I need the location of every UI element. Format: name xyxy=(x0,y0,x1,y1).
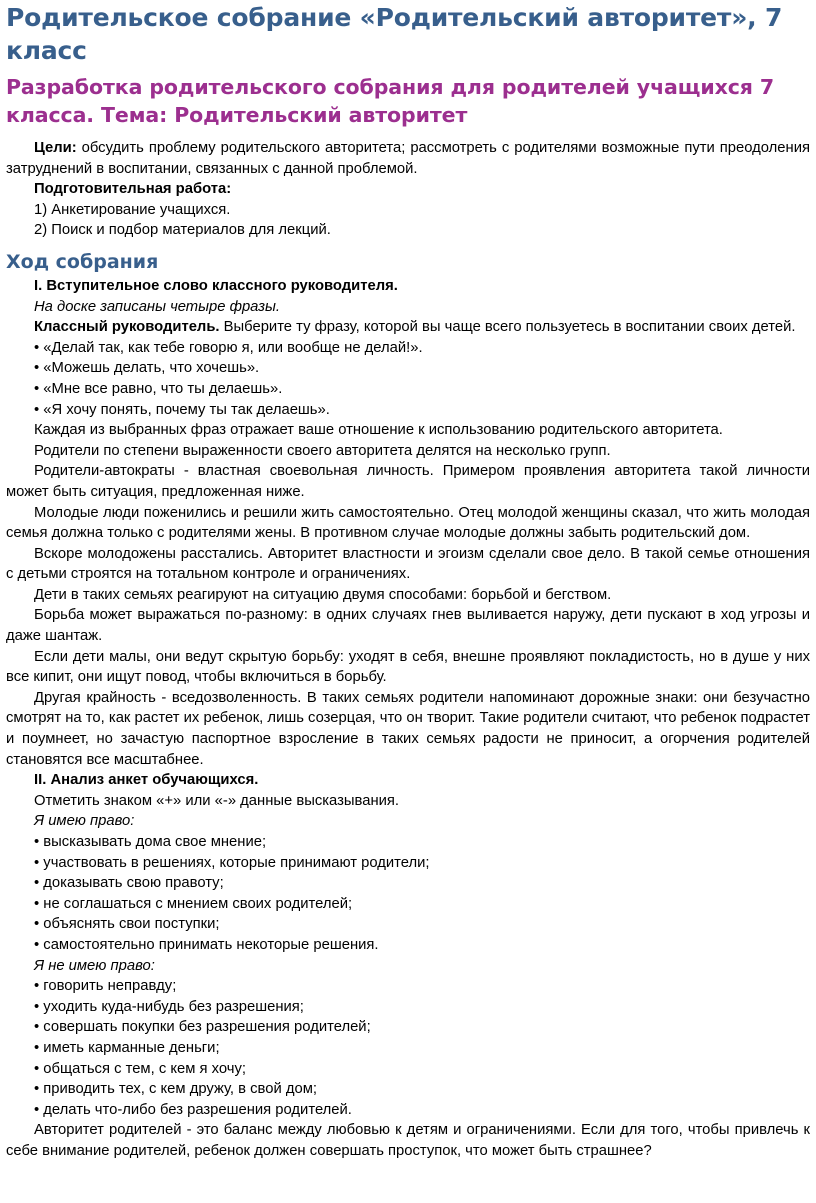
page-subtitle: Разработка родительского собрания для родителей учащихся 7 класса. Тема: Родительский авторитет xyxy=(6,75,775,127)
meeting-block xyxy=(6,276,810,1162)
list-item: • самостоятельно принимать некоторые решения. xyxy=(34,936,379,953)
goals-text: обсудить проблему родительского авторитета; рассмотреть с родителями возможные пути преодоления затруднений в воспитании, связанных с данной проблемой. xyxy=(6,140,810,177)
body-paragraph: Каждая из выбранных фраз отражает ваше отношение к использованию родительского авторитета. xyxy=(34,422,723,439)
phrase-item: • «Можешь делать, что хочешь». xyxy=(34,360,260,377)
goals-paragraph xyxy=(6,138,810,179)
prep-label: Подготовительная работа: xyxy=(34,181,232,198)
list-item: • делать что-либо без разрешения родителей. xyxy=(34,1101,352,1118)
list-item: • доказывать свою правоту; xyxy=(34,875,224,892)
body-paragraph: Родители-автократы - властная своевольная личность. Примером проявления авторитета такой личности может быть ситуация, предложенная ниже. xyxy=(6,463,810,500)
board-note: На доске записаны четыре фразы. xyxy=(34,298,280,315)
body-paragraph: Родители по степени выраженности своего авторитета делятся на несколько групп. xyxy=(34,442,611,459)
body-paragraph: Молодые люди поженились и решили жить самостоятельно. Отец молодой женщины сказал, что жить молодая семья должна только с родителями жены. В противном случае молодые должны забыть родительский дом. xyxy=(6,504,810,542)
body-paragraph: Борьба может выражаться по-разному: в одних случаях гнев выливается наружу, дети пускают в ход угрозы и даже шантаж. xyxy=(6,607,810,645)
list-item: • совершать покупки без разрешения родителей; xyxy=(34,1019,371,1036)
list-item: • высказывать дома свое мнение; xyxy=(34,834,267,850)
part2-heading: II. Анализ анкет обучающихся. xyxy=(34,772,259,789)
intro-block xyxy=(6,138,810,241)
phrase-item: • «Я хочу понять, почему ты так делаешь». xyxy=(34,401,330,418)
page-title: Родительское собрание «Родительский авторитет», 7 класс xyxy=(6,3,783,65)
section-heading: Ход собрания xyxy=(6,250,159,273)
have-right-label: Я имею право: xyxy=(34,813,135,830)
body-paragraph: Вскоре молодожены расстались. Авторитет властности и эгоизм сделали свое дело. В такой семье отношения с детьми строятся на тотальном контроле и ограничениях. xyxy=(6,545,810,583)
body-paragraph: Если дети малы, они ведут скрытую борьбу: уходят в себя, внешне проявляют покладистость, но в душе у них все кипит, они ищут повод, чтобы включиться в борьбу. xyxy=(6,648,810,686)
body-paragraph: Дети в таких семьях реагируют на ситуацию двумя способами: борьбой и бегством. xyxy=(34,586,612,603)
closing-paragraph: Авторитет родителей - это баланс между любовью к детям и ограничениями. Если для того, чтобы привлечь к себе внимание родителей, ребенок должен совершать проступок, что может быть страшнее? xyxy=(6,1122,810,1159)
part1-heading: I. Вступительное слово классного руководителя. xyxy=(34,277,398,294)
list-item: • иметь карманные деньги; xyxy=(34,1039,220,1056)
list-item: • участвовать в решениях, которые принимают родители; xyxy=(34,854,430,871)
list-item: • приводить тех, с кем дружу, в свой дом; xyxy=(34,1081,317,1098)
teacher-paragraph xyxy=(6,317,810,338)
list-item: • не соглашаться с мнением своих родителей; xyxy=(34,895,353,912)
body-paragraph: Другая крайность - вседозволенность. В таких семьях родители напоминают дорожные знаки: они безучастно смотрят на то, как растет их ребенок, лишь созерцая, что он творит. Такие родители считают, что ребенок подрастет и поумнеет, но зачастую паспортное взросление в таких семьях радости не приносит, а огорчения родителей становятся все масштабнее. xyxy=(6,689,810,768)
instruction: Отметить знаком «+» или «-» данные высказывания. xyxy=(34,792,400,809)
goals-label: Цели: xyxy=(34,140,77,156)
prep-item: 1) Анкетирование учащихся. xyxy=(34,201,231,218)
phrase-item: • «Делай так, как тебе говорю я, или вообще не делай!». xyxy=(34,339,423,356)
no-right-label: Я не имею право: xyxy=(34,957,155,974)
list-item: • объяснять свои поступки; xyxy=(34,916,220,933)
teacher-text: Выберите ту фразу, которой вы чаще всего пользуетесь в воспитании своих детей. xyxy=(219,319,796,336)
phrase-item: • «Мне все равно, что ты делаешь». xyxy=(34,380,283,397)
list-item: • общаться с тем, с кем я хочу; xyxy=(34,1060,246,1077)
teacher-label: Классный руководитель. xyxy=(34,319,220,336)
list-item: • уходить куда-нибудь без разрешения; xyxy=(34,998,304,1015)
prep-item: 2) Поиск и подбор материалов для лекций. xyxy=(34,222,331,239)
list-item: • говорить неправду; xyxy=(34,978,177,995)
